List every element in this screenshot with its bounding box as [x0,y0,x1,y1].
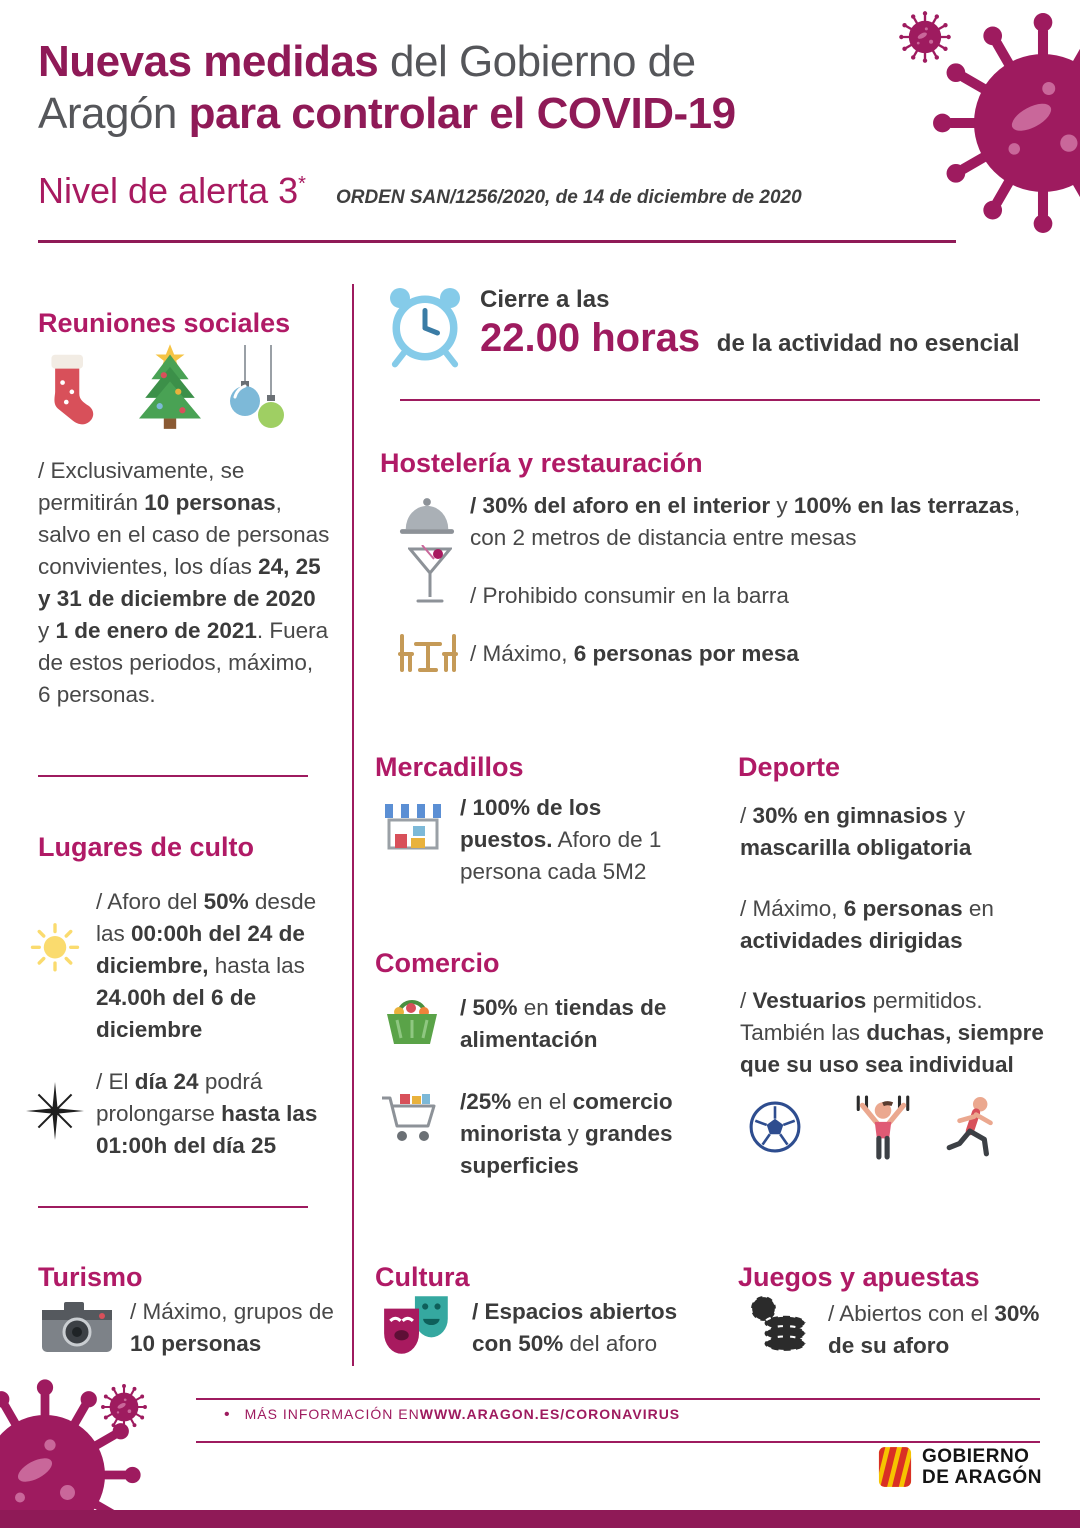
text-segment: 00:00h del 24 de diciembre, [96,920,305,978]
closure-time: 22.00 horas [480,316,701,360]
text-segment: / 50% [460,995,518,1020]
weightlifter-icon [852,1095,914,1161]
text-segment: Aforo de 1 persona cada 5M2 [460,826,662,884]
title-accent: para controlar el COVID-19 [188,88,736,138]
bottom-bar [0,1510,1080,1528]
footer-info-text: MÁS INFORMACIÓN EN [244,1406,420,1422]
gobierno-aragon-logo [878,1446,1042,1489]
market-stall-icon [383,800,443,852]
aragon-flag-icon [878,1446,912,1488]
cocktail-icon [408,545,452,607]
text-segment: , salvo en el caso de personas convivientes, los días [38,489,330,579]
coronavirus-icon [898,10,952,64]
text-segment: día 24 [134,1069,199,1094]
culto-item-2 [96,1066,334,1162]
text-segment: / [740,988,753,1013]
text-segment: 30% de su aforo [828,1301,1040,1358]
text-segment: del aforo [563,1330,658,1356]
coronavirus-icon [100,1383,148,1431]
cultura-item [472,1296,702,1360]
deporte-item-2 [740,893,1040,957]
section-title-comercio: Comercio [375,948,500,979]
text-segment: / Máximo, [470,641,574,666]
text-segment: hasta las [208,952,305,978]
title-accent: Nuevas medidas [38,37,379,86]
hosteleria-item-3 [470,638,1030,670]
text-segment: tiendas de alimentación [460,995,667,1052]
text-segment: / 30% del aforo en el interior [470,493,771,518]
mercadillos-item [460,792,695,888]
logo-line-2: DE ARAGÓN [922,1467,1042,1489]
alert-level-text: Nivel de alerta 3 [38,170,299,211]
closure-scope: de la actividad no esencial [710,330,1020,357]
text-segment: permitidos. También las [740,988,983,1045]
text-segment: 6 personas [843,896,963,921]
coronavirus-info-link[interactable]: WWW.ARAGON.ES/CORONAVIRUS [419,1406,681,1422]
poker-chips-icon [748,1294,810,1352]
text-segment: y [561,1120,586,1146]
text-segment: / Abiertos con el [828,1301,995,1326]
divider [38,1206,308,1208]
text-segment: mascarilla obligatoria [740,834,972,860]
text-segment: desde las [96,889,317,946]
text-segment: Vestuarios [752,988,867,1013]
runner-icon [945,1096,1003,1160]
text-segment: 6 personas por mesa [573,641,799,666]
ornaments-icon [226,345,288,437]
text-segment: 1 de enero de 2021 [55,617,257,643]
divider [196,1398,1040,1400]
text-segment: . Fuera de estos periodos, máximo, 6 personas. [38,617,329,707]
text-segment: 50% [203,889,249,914]
text-segment: 10 personas [130,1330,262,1356]
alert-row [38,170,958,212]
text-segment: / Espacios abiertos con 50% [472,1299,678,1356]
text-segment: en [517,995,556,1020]
divider [196,1441,1040,1443]
deporte-item-3 [740,985,1056,1081]
deporte-item-1 [740,800,1040,864]
text-segment: actividades dirigidas [740,927,963,953]
text-segment: / Aforo del [96,889,204,914]
divider [38,240,956,243]
shopping-cart-icon [380,1092,442,1144]
text-segment: / 100% de los puestos. [460,795,602,852]
bullet: • [224,1406,231,1423]
title-normal: Aragón [38,88,189,138]
text-segment: comercio minorista [460,1089,673,1146]
divider [38,775,308,777]
text-segment: podrá prolongarse [96,1069,263,1126]
text-segment: /25% [460,1089,512,1114]
title-normal: del Gobierno de [378,37,696,86]
camera-icon [40,1298,114,1356]
section-title-juegos: Juegos y apuestas [738,1262,980,1293]
text-segment: y [38,617,56,643]
text-segment: hasta las 01:00h del día 25 [96,1100,318,1158]
text-segment: / [740,803,753,828]
order-reference: ORDEN SAN/1256/2020, de 14 de diciembre de 2020 [335,187,802,208]
christmas-tree-icon [130,338,210,433]
soccer-ball-icon [748,1100,802,1154]
closure-line [480,316,1042,361]
logo-line-1: GOBIERNO [922,1446,1030,1467]
christmas-stocking-icon [44,350,96,430]
text-segment: y [770,493,794,518]
text-segment: grandes superficies [460,1120,673,1178]
comercio-item-2 [460,1086,710,1182]
reuniones-text [38,455,330,711]
section-title-reuniones: Reuniones sociales [38,308,291,339]
section-title-mercadillos: Mercadillos [375,752,524,783]
text-segment: , con 2 metros de distancia entre mesas [470,493,1021,550]
cloche-icon [398,494,456,539]
alarm-clock-icon [385,283,465,368]
text-segment: y [947,803,966,828]
logo-text [922,1446,1042,1489]
text-segment: duchas, siempre que su uso sea individual [740,1019,1044,1077]
page-title [38,36,888,140]
section-title-turismo: Turismo [38,1262,143,1293]
culto-item-1 [96,886,336,1046]
divider [400,399,1040,401]
text-segment: 24, 25 y 31 de diciembre de 2020 [38,553,321,611]
text-segment: / Máximo, grupos de [130,1299,334,1324]
text-segment: 10 personas [144,489,276,515]
section-title-cultura: Cultura [375,1262,470,1293]
juegos-item [828,1298,1043,1362]
sun-icon [28,918,82,972]
text-segment: / Exclusivamente, se permitirán [38,458,245,515]
text-segment: 30% en gimnasios [752,803,948,828]
text-segment: en el [511,1089,573,1114]
section-title-deporte: Deporte [738,752,841,783]
text-segment: / El [96,1069,135,1094]
hosteleria-item-1 [470,490,1040,554]
theater-masks-icon [380,1292,456,1358]
section-title-hosteleria: Hostelería y restauración [380,448,703,479]
closure-intro: Cierre a las [480,286,610,313]
text-segment: 24.00h del 6 de diciembre [96,984,257,1042]
comercio-item-1 [460,992,700,1056]
alert-level [38,170,306,212]
text-segment: 100% en las terrazas [793,493,1015,518]
text-segment: en [962,896,994,921]
grocery-basket-icon [383,994,441,1048]
closure-banner [480,286,1042,361]
text-segment: / Máximo, [740,896,844,921]
alert-asterisk: * [298,173,306,195]
hosteleria-item-2: / Prohibido consumir en la barra [470,583,789,608]
divider [352,284,354,1366]
table-chairs-icon [396,630,460,674]
star-icon [26,1082,84,1140]
section-title-culto: Lugares de culto [38,832,255,863]
footer-info [224,1406,680,1424]
turismo-item [130,1296,335,1360]
